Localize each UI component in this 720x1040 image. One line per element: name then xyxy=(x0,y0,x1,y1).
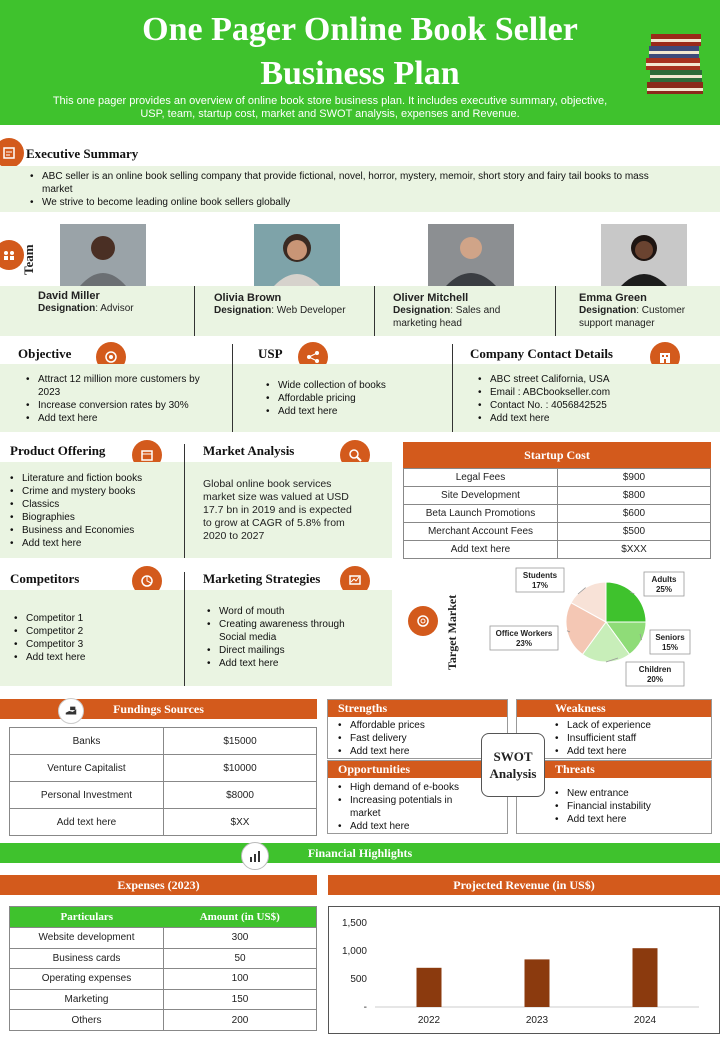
x-tick-label: 2023 xyxy=(525,1015,549,1026)
table-row: Marketing 150 xyxy=(10,989,317,1010)
list-item: • Add text here xyxy=(207,657,357,670)
swot-center-box: SWOT Analysis xyxy=(481,733,545,797)
divider xyxy=(452,344,453,432)
summary-list xyxy=(30,170,670,209)
list-item: • Contact No. : 4056842525 xyxy=(478,399,698,412)
swot-strengths: Strengths • Affordable prices • Fast delivery • Add text here xyxy=(327,699,508,759)
chart-icon xyxy=(241,842,269,870)
list-item: • We strive to become leading online book sellers globally xyxy=(30,196,670,209)
list-item: • Add text here xyxy=(555,813,711,826)
divider xyxy=(184,572,185,686)
list-item: • Increase conversion rates by 30% xyxy=(26,399,216,412)
list-item: • Increasing potentials in market xyxy=(338,794,478,820)
x-tick-label: 2022 xyxy=(417,1015,441,1026)
objective-title: Objective xyxy=(18,346,72,361)
list-item: • Add text here xyxy=(266,405,446,418)
startup-cost-title: Startup Cost xyxy=(403,442,711,468)
svg-text:Students: Students xyxy=(522,571,558,580)
member-designation: Designation: Web Developer xyxy=(214,305,346,316)
svg-text:Children: Children xyxy=(638,665,672,674)
pie-label-students xyxy=(516,568,586,594)
revenue-bar-2024 xyxy=(633,948,658,1007)
market-analysis-text: Global online book services market size was valued at USD 17.7 bn in 2019 and is expected to grow at CAGR of 5.8% from 2020 to 2027 xyxy=(203,478,352,542)
table-row: Add text here $XX xyxy=(10,809,317,836)
list-item: • Competitor 3 xyxy=(14,638,174,651)
photo-olivia-brown xyxy=(254,224,340,286)
startup-cost-rows xyxy=(404,469,711,559)
money-icon xyxy=(58,698,84,724)
product-offering-title: Product Offering xyxy=(10,443,106,458)
y-tick-label: 500 xyxy=(350,974,367,985)
list-item: • Add text here xyxy=(555,745,711,758)
table-row: Operating expenses 100 xyxy=(10,969,317,990)
y-tick-label: - xyxy=(363,1002,367,1013)
list-item: • Add text here xyxy=(10,537,180,550)
divider xyxy=(374,286,375,336)
page-subtitle: This one pager provides an overview of online book store business plan. It includes executive summary, objective, USP, team, startup cost, market and SWOT analysis, expenses and Revenue. xyxy=(52,95,608,120)
target-market-pie xyxy=(480,562,715,688)
swot-weakness: Weakness • Lack of experience • Insufficient staff • Add text here xyxy=(516,699,712,759)
contact-list xyxy=(478,373,698,425)
divider xyxy=(555,286,556,336)
revenue-bar-2022 xyxy=(417,968,442,1007)
pie-label-seniors xyxy=(640,630,690,654)
list-item: • Classics xyxy=(10,498,180,511)
summary-icon xyxy=(0,138,24,168)
team-title: Team xyxy=(21,244,36,275)
usp-list xyxy=(266,379,446,418)
divider xyxy=(184,444,185,558)
member-name: Olivia Brown xyxy=(214,292,282,304)
svg-text:Seniors: Seniors xyxy=(655,633,685,642)
expenses-table xyxy=(9,906,317,1031)
list-item: • Insufficient staff xyxy=(555,732,711,745)
list-item: • Creating awareness through Social media xyxy=(207,618,357,644)
summary-title: Executive Summary xyxy=(26,146,139,161)
list-item: • Email : ABCbookseller.com xyxy=(478,386,698,399)
list-item: • Financial instability xyxy=(555,800,711,813)
list-item: • Add text here xyxy=(26,412,216,425)
list-item: • Crime and mystery books xyxy=(10,485,180,498)
list-item: • Word of mouth xyxy=(207,605,357,618)
svg-text:25%: 25% xyxy=(655,585,673,594)
table-row: Merchant Account Fees $500 xyxy=(404,523,711,541)
member-designation: Designation: Sales and marketing head xyxy=(393,305,501,329)
table-row: Site Development $800 xyxy=(404,487,711,505)
swot-opportunities: Opportunities • High demand of e-books • Increasing potentials in market • Add text here xyxy=(327,760,508,834)
swot-threats: Threats • New entrance • Financial instability • Add text here xyxy=(516,760,712,834)
list-item: • Attract 12 million more customers by 2023 xyxy=(26,373,216,399)
list-item: • Affordable pricing xyxy=(266,392,446,405)
list-item: • ABC seller is an online book selling company that provide fictional, novel, horror, mystery, memoir, short story and fairy tail books to mass market xyxy=(30,170,670,196)
market-analysis-title: Market Analysis xyxy=(203,443,295,458)
photo-oliver-mitchell xyxy=(428,224,514,286)
y-tick-label: 1,000 xyxy=(341,946,367,957)
svg-text:23%: 23% xyxy=(515,639,533,648)
pie-label-children xyxy=(606,658,684,686)
list-item: • Add text here xyxy=(338,745,507,758)
revenue-chart-frame xyxy=(328,906,720,1034)
svg-text:Office Workers: Office Workers xyxy=(495,629,553,638)
svg-text:17%: 17% xyxy=(531,581,549,590)
pie-label-adults xyxy=(630,572,684,596)
contact-title: Company Contact Details xyxy=(470,346,613,361)
competitors-title: Competitors xyxy=(10,571,80,586)
list-item: • Add text here xyxy=(14,651,174,664)
list-item: • Lack of experience xyxy=(555,719,711,732)
expenses-title-bar: Expenses (2023) xyxy=(0,875,317,895)
list-item: • ABC street California, USA xyxy=(478,373,698,386)
member-name: Oliver Mitchell xyxy=(393,292,469,304)
marketing-list xyxy=(207,605,357,670)
list-item: • Add text here xyxy=(478,412,698,425)
table-row: Venture Capitalist $10000 xyxy=(10,755,317,782)
member-name: David Miller xyxy=(38,290,100,302)
y-tick-label: 1,500 xyxy=(341,918,367,929)
svg-text:Adults: Adults xyxy=(651,575,677,584)
list-item: • Affordable prices xyxy=(338,719,507,732)
member-designation: Designation: Customer support manager xyxy=(579,305,686,329)
books-stack-icon xyxy=(645,30,707,98)
expenses-col-particulars: Particulars xyxy=(60,911,114,923)
revenue-bar-chart xyxy=(329,907,719,1033)
list-item: • New entrance xyxy=(555,787,711,800)
svg-text:15%: 15% xyxy=(661,643,679,652)
marketing-title: Marketing Strategies xyxy=(203,571,321,586)
startup-cost-table xyxy=(403,442,711,559)
svg-text:20%: 20% xyxy=(646,675,664,684)
list-item: • Fast delivery xyxy=(338,732,507,745)
list-item: • Competitor 1 xyxy=(14,612,174,625)
pie-label-office-workers xyxy=(490,626,570,650)
list-item: • Biographies xyxy=(10,511,180,524)
list-item: • Wide collection of books xyxy=(266,379,446,392)
target-market-title: Target Market xyxy=(445,594,459,670)
target-icon xyxy=(408,606,438,636)
member-designation: Designation: Advisor xyxy=(38,303,134,314)
x-tick-label: 2024 xyxy=(633,1015,657,1026)
table-row: Legal Fees $900 xyxy=(404,469,711,487)
page-title: One Pager Online Book Seller Business Plan xyxy=(142,11,578,92)
table-row: Personal Investment $8000 xyxy=(10,782,317,809)
competitors-list xyxy=(14,612,174,664)
member-name: Emma Green xyxy=(579,292,647,304)
table-row: Website development 300 xyxy=(10,928,317,949)
divider xyxy=(232,344,233,432)
list-item: • Business and Economies xyxy=(10,524,180,537)
summary-panel xyxy=(0,166,720,212)
revenue-bar-2023 xyxy=(525,959,550,1007)
list-item: • Literature and fiction books xyxy=(10,472,180,485)
photo-david-miller xyxy=(60,224,146,286)
usp-title: USP xyxy=(258,346,283,361)
table-row: Banks $15000 xyxy=(10,728,317,755)
team-member-card xyxy=(579,292,719,330)
list-item: • Competitor 2 xyxy=(14,625,174,638)
divider xyxy=(194,286,195,336)
revenue-title-bar: Projected Revenue (in US$) xyxy=(328,875,720,895)
team-member-card xyxy=(38,290,188,315)
list-item: • Direct mailings xyxy=(207,644,357,657)
photo-emma-green xyxy=(601,224,687,286)
pie-slice-adults xyxy=(606,582,646,622)
team-member-card xyxy=(393,292,543,330)
product-list xyxy=(10,472,180,550)
objective-list xyxy=(26,373,216,425)
list-item: • High demand of e-books xyxy=(338,781,478,794)
expenses-col-amount: Amount (in US$) xyxy=(199,911,280,923)
financial-highlights-bar: Financial Highlights xyxy=(0,843,720,863)
table-row: Business cards 50 xyxy=(10,948,317,969)
team-member-card xyxy=(214,292,364,317)
table-row: Others 200 xyxy=(10,1010,317,1031)
table-row: Beta Launch Promotions $600 xyxy=(404,505,711,523)
list-item: • Add text here xyxy=(338,820,478,833)
fundings-table xyxy=(9,727,317,836)
fundings-title-bar: Fundings Sources xyxy=(0,699,317,719)
table-row: Add text here $XXX xyxy=(404,541,711,559)
